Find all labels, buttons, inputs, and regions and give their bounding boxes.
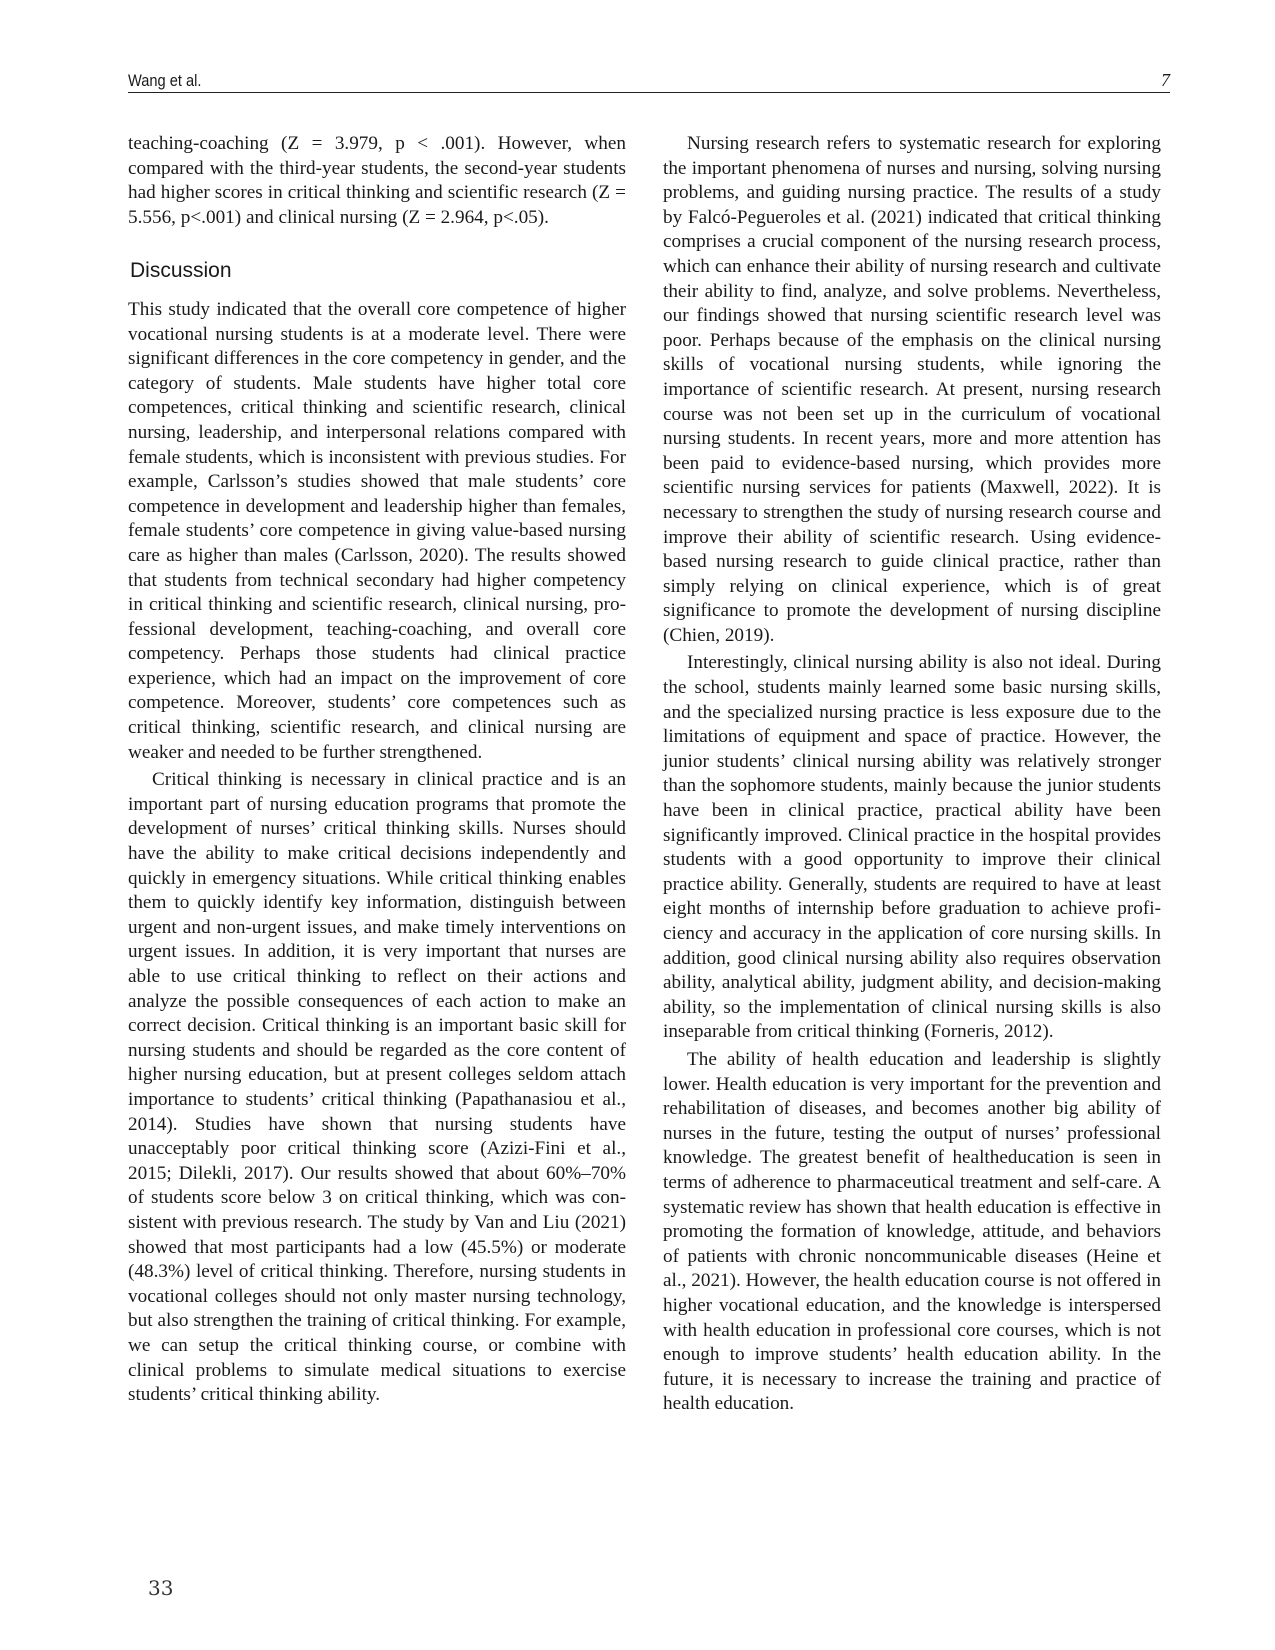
right-column	[663, 132, 1161, 1417]
running-author: Wang et al.	[128, 71, 202, 90]
discussion-paragraph-1: This study indicated that the overall core competence of higher vocational nursing students is at a moderate level. There were significant differences in the core competency in gender, and the category of students. Male students have higher total core competences, critical thinking and scientific research, clinical nursing, leadership, and interpersonal relations compared with female students, which is inconsistent with previous studies. For example, Carlsson’s studies showed that male students’ core competence in development and leadership higher than females, female students’ core competence in giving value-based nursing care as higher than males (Carlsson, 2020). The results showed that students from technical secondary had higher competency in critical thinking and scientific research, clinical nursing, professional development, teaching-coaching, and overall core competency. Perhaps those students had clinical practice experience, which had an impact on the improvement of core competence. Moreover, students’ core competences such as critical thinking, scientific research, and clinical nursing are weaker and needed to be further strengthened.	[128, 298, 626, 763]
section-heading-discussion: Discussion	[130, 259, 232, 283]
discussion-paragraph-3: Nursing research refers to systematic research for exploring the important phenomena of nurses and nursing, solving nursing problems, and guiding nursing practice. The results of a study by Falcó-Pegueroles et al. (2021) indicated that critical thinking comprises a crucial component of the nursing research process, which can enhance their ability of nursing research and cultivate their ability to find, analyze, and solve problems. Nevertheless, our findings showed that nursing scientific research level was poor. Perhaps because of the emphasis on the clinical nursing skills of vocational nursing students, while ignoring the importance of scientific research. At present, nursing research course was not been set up in the curriculum of vocational nursing students. In recent years, more and more attention has been paid to evidence-based nursing, which provides more scientific nursing services for patients (Maxwell, 2022). It is necessary to strengthen the study of nursing research course and improve their ability of scientific research. Using evidence-based nursing research to guide clinical practice, rather than simply relying on clinical experience, which is of great significance to promote the development of nursing discipline (Chien, 2019).	[663, 133, 1161, 646]
footer-page-number: 33	[148, 1576, 174, 1600]
discussion-paragraph-5: The ability of health education and leadership is slightly lower. Health education is very important for the prevention and rehabilitation of diseases, and becomes another big ability of nurses in the future, testing the output of nurses’ professional knowledge. The greatest benefit of healtheducation is seen in terms of adherence to pharmaceutical treatment and self-care. A systematic review has shown that health education is effective in promoting the formation of knowledge, attitude, and behaviors of patients with chronic noncommunicable diseases (Heine et al., 2021). However, the health education course is not offered in higher vocational education, and the knowledge is interspersed with health education in professional core courses, which is not enough to improve students’ health education ability. In the future, it is necessary to increase the training and practice of health education.	[663, 1048, 1161, 1415]
left-column	[128, 132, 626, 1408]
running-header	[128, 68, 1170, 93]
discussion-paragraph-4: Interestingly, clinical nursing ability is also not ideal. During the school, students mainly learned some basic nursing skills, and the specialized nursing practice is less exposure due to the limitations of equipment and space of practice. However, the junior students’ clinical nursing ability was relatively stronger than the sophomore students, mainly because the junior students have been in clinical practice, practical ability have been significantly improved. Clinical practice in the hospital provides students with a good opportunity to improve their clinical practice ability. Generally, students are required to have at least eight months of internship before graduation to achieve proficiency and accuracy in the application of core nursing skills. In addition, good clinical nursing ability also requires observation ability, analytical ability, judgment ability, and decision-making ability, so the implementation of clinical nursing skills is also inseparable from critical thinking (Forneris, 2012).	[663, 652, 1161, 1043]
header-page-number: 7	[1161, 70, 1170, 90]
discussion-paragraph-2: Critical thinking is necessary in clinical practice and is an important part of nursing education programs that promote the development of nurses’ critical thinking skills. Nurses should have the ability to make critical decisions independently and quickly in emergency situations. While critical thinking enables them to quickly identify key information, distinguish between urgent and non-urgent issues, and make timely interventions on urgent issues. In addition, it is very important that nurses are able to use critical thinking to reflect on their actions and analyze the possible consequences of each action to make an correct decision. Critical thinking is an important basic skill for nursing students and should be regarded as the core content of higher nursing education, but at present colleges seldom attach importance to students’ critical thinking (Papathanasiou et al., 2014). Studies have shown that nursing students have unacceptably poor critical thinking score (Azizi-Fini et al., 2015; Dilekli, 2017). Our results showed that about 60%–70% of students score below 3 on critical thinking, which was consistent with previous research. The study by Van and Liu (2021) showed that most participants had a low (45.5%) or moderate (48.3%) level of critical thinking. Therefore, nursing students in vocational colleges should not only master nursing technology, but also strengthen the training of critical thinking. For example, we can setup the critical thinking course, or combine with clinical problems to simulate medical situations to exercise students’ critical thinking ability.	[128, 769, 626, 1406]
results-continuation-paragraph: teaching-coaching (Z = 3.979, p < .001). However, when compared with the third-year students, the second-year students had higher scores in critical thinking and scientific research (Z = 5.556, p<.001) and clinical nursing (Z = 2.964, p<.05).	[128, 133, 626, 228]
